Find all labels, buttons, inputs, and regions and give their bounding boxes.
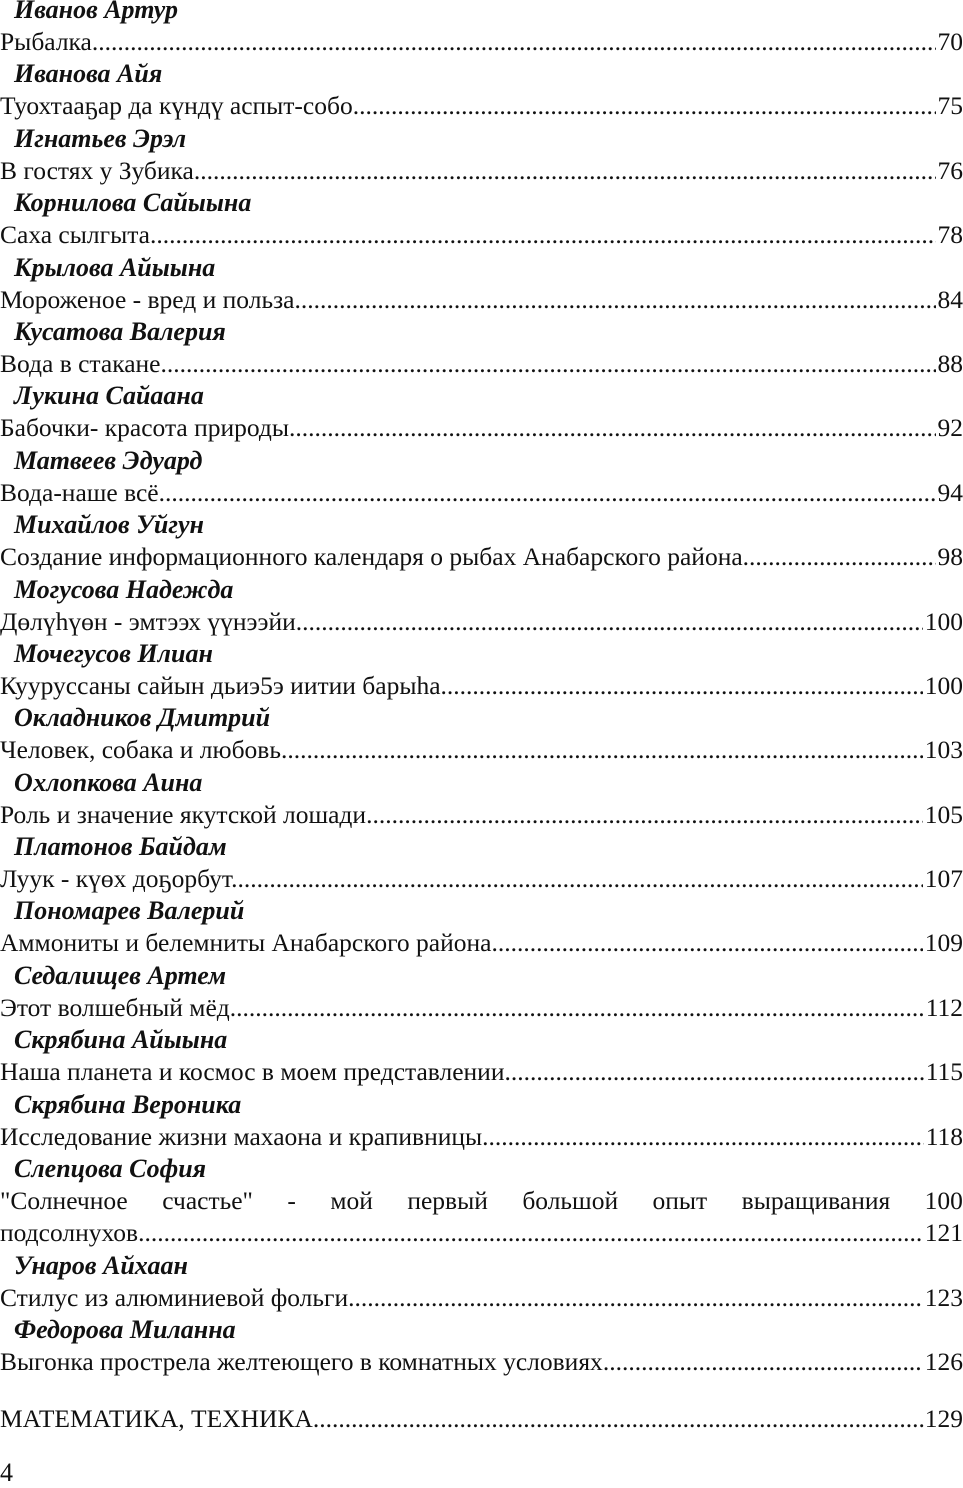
dot-leader [441,670,923,702]
dot-leader [366,799,923,831]
entry-page: 84 [936,284,963,316]
toc-entry [0,252,963,316]
entry-line[interactable] [0,863,963,895]
entry-line[interactable] [0,992,963,1024]
toc-entry [0,638,963,702]
entry-title: Мороженое - вред и польза [0,284,294,316]
entry-author: Окладников Дмитрий [0,702,963,734]
entry-title: Выгонка прострела желтеющего в комнатных условиях [0,1346,603,1378]
entry-author: Игнатьев Эрэл [0,123,963,155]
entry-author: Слепцова София [0,1153,963,1185]
entry-page: 100 [923,670,963,702]
entry-title: Кууруссаны сайын дьиэ5э иитии барыһа [0,670,441,702]
entry-author: Скрябина Айыына [0,1024,963,1056]
entry-page: 105 [923,799,963,831]
dot-leader [504,1056,923,1088]
entry-title: Человек, собака и любовь [0,734,281,766]
entry-page: 92 [936,412,963,444]
entry-author: Корнилова Сайыына [0,187,963,219]
entry-title: Вода в стакане [0,348,160,380]
entry-page: 121 [923,1217,963,1249]
entry-title: Стилус из алюминиевой фольги [0,1282,348,1314]
entry-line[interactable] [0,26,963,58]
entry-title: Создание информационного календаря о рыбах Анабарского района [0,541,743,573]
toc-entry [0,316,963,380]
entry-title: Бабочки- красота природы [0,412,289,444]
entry-page: 94 [936,477,963,509]
entry-author: Кусатова Валерия [0,316,963,348]
entry-title: Туохтааҕар да күндү аспыт-собо [0,90,353,122]
entry-line[interactable] [0,284,963,316]
dot-leader [603,1346,923,1378]
dot-leader [353,90,936,122]
entry-author: Пономарев Валерий [0,895,963,927]
entry-line[interactable] [0,1282,963,1314]
entry-title: Наша планета и космос в моем представлении [0,1056,504,1088]
toc-entry [0,831,963,895]
dot-leader [230,992,924,1024]
entry-title: Роль и значение якутской лошади [0,799,366,831]
entry-page: 115 [924,1056,963,1088]
title-word: - [287,1185,296,1217]
dot-leader [281,734,923,766]
toc-entry [0,702,963,766]
title-word: опыт [653,1185,708,1217]
entry-line[interactable] [0,1217,963,1249]
dot-leader [296,606,923,638]
entry-author: Седалищев Артем [0,960,963,992]
entry-page: 98 [936,541,963,573]
entry-page: 70 [936,26,963,58]
entry-page: 123 [923,1282,963,1314]
entry-page: 112 [924,992,963,1024]
entry-author: Федорова Миланна [0,1314,963,1346]
entry-page: 100 [923,606,963,638]
title-word: первый [407,1185,488,1217]
entry-author: Михайлов Уйгун [0,509,963,541]
title-word: 100 [925,1185,963,1217]
entry-title: Исследование жизни махаона и крапивницы [0,1121,482,1153]
dot-leader [289,412,935,444]
dot-leader [150,219,936,251]
entry-line[interactable] [0,1346,963,1378]
entry-author: Матвеев Эдуард [0,445,963,477]
entry-title: Аммониты и белемниты Анабарского района [0,927,491,959]
entry-line[interactable] [0,155,963,187]
toc-entry [0,445,963,509]
entry-title: Рыбалка [0,26,92,58]
entry-page: 126 [923,1346,963,1378]
toc-entry [0,1250,963,1314]
entry-line[interactable] [0,348,963,380]
toc-entry [0,895,963,959]
toc-entry [0,187,963,251]
page-number: 4 [0,1458,13,1488]
entry-line[interactable] [0,90,963,122]
toc-entry [0,767,963,831]
entry-page: 78 [936,219,963,251]
entry-author: Охлопкова Аина [0,767,963,799]
entry-line[interactable] [0,670,963,702]
toc-entry [0,380,963,444]
entry-author: Лукина Сайаана [0,380,963,412]
toc-entry-multiline [0,1153,963,1250]
entry-author: Могусова Надежда [0,574,963,606]
dot-leader [138,1217,923,1249]
entry-title: Этот волшебный мёд [0,992,230,1024]
entry-line[interactable] [0,541,963,573]
entry-line[interactable] [0,219,963,251]
dot-leader [160,348,935,380]
dot-leader [194,155,936,187]
entry-line[interactable] [0,799,963,831]
title-word: счастье" [162,1185,253,1217]
dot-leader [238,863,923,895]
section-title: МАТЕМАТИКА, ТЕХНИКА [0,1403,313,1435]
entry-page: 75 [936,90,963,122]
dot-leader [159,477,936,509]
toc-entry [0,1024,963,1088]
entry-line[interactable] [0,606,963,638]
title-word: выращивания [742,1185,891,1217]
toc-entry [0,0,963,58]
entry-line[interactable] [0,412,963,444]
entry-title: Саха сылгыта [0,219,150,251]
entry-author: Иванов Артур [0,0,963,26]
entry-line[interactable] [0,477,963,509]
entry-line[interactable] [0,1121,963,1153]
toc-entry [0,509,963,573]
entry-author: Унаров Айхаан [0,1250,963,1282]
entry-author: Мочегусов Илиан [0,638,963,670]
entry-author: Иванова Айя [0,58,963,90]
toc-entry [0,1314,963,1378]
entry-line[interactable] [0,927,963,959]
dot-leader [313,1403,925,1435]
entry-page: 88 [936,348,963,380]
title-word: мой [330,1185,373,1217]
toc-entry [0,123,963,187]
title-word: большой [522,1185,618,1217]
entry-line[interactable] [0,1056,963,1088]
entry-page: 107 [923,863,963,895]
entry-author: Скрябина Вероника [0,1089,963,1121]
dot-leader [482,1121,924,1153]
toc-entry [0,1089,963,1153]
entry-title: Дөлүһүөн - эмтээх үүнээйи [0,606,296,638]
entry-page: 103 [923,734,963,766]
dot-leader [743,541,936,573]
section-heading-line[interactable] [0,1403,963,1435]
entry-title: В гостях у Зубика [0,155,194,187]
title-word: "Солнечное [0,1185,128,1217]
entry-page: 118 [924,1121,963,1153]
entry-page: 76 [936,155,963,187]
toc-entry [0,574,963,638]
entry-page: 109 [923,927,963,959]
entry-title-line-1[interactable] [0,1185,963,1217]
dot-leader [294,284,935,316]
entry-author: Платонов Байдам [0,831,963,863]
entry-author: Крылова Айыына [0,252,963,284]
toc-entry [0,58,963,122]
dot-leader [491,927,922,959]
dot-leader [348,1282,923,1314]
entry-title: Луук - күөх доҕорбут. [0,863,238,895]
toc-entry [0,960,963,1024]
entry-line[interactable] [0,734,963,766]
dot-leader [92,26,936,58]
section-page: 129 [925,1403,963,1435]
entry-title: Вода-наше всё [0,477,159,509]
spacer [0,1379,963,1403]
entry-title: подсолнухов [0,1217,138,1249]
